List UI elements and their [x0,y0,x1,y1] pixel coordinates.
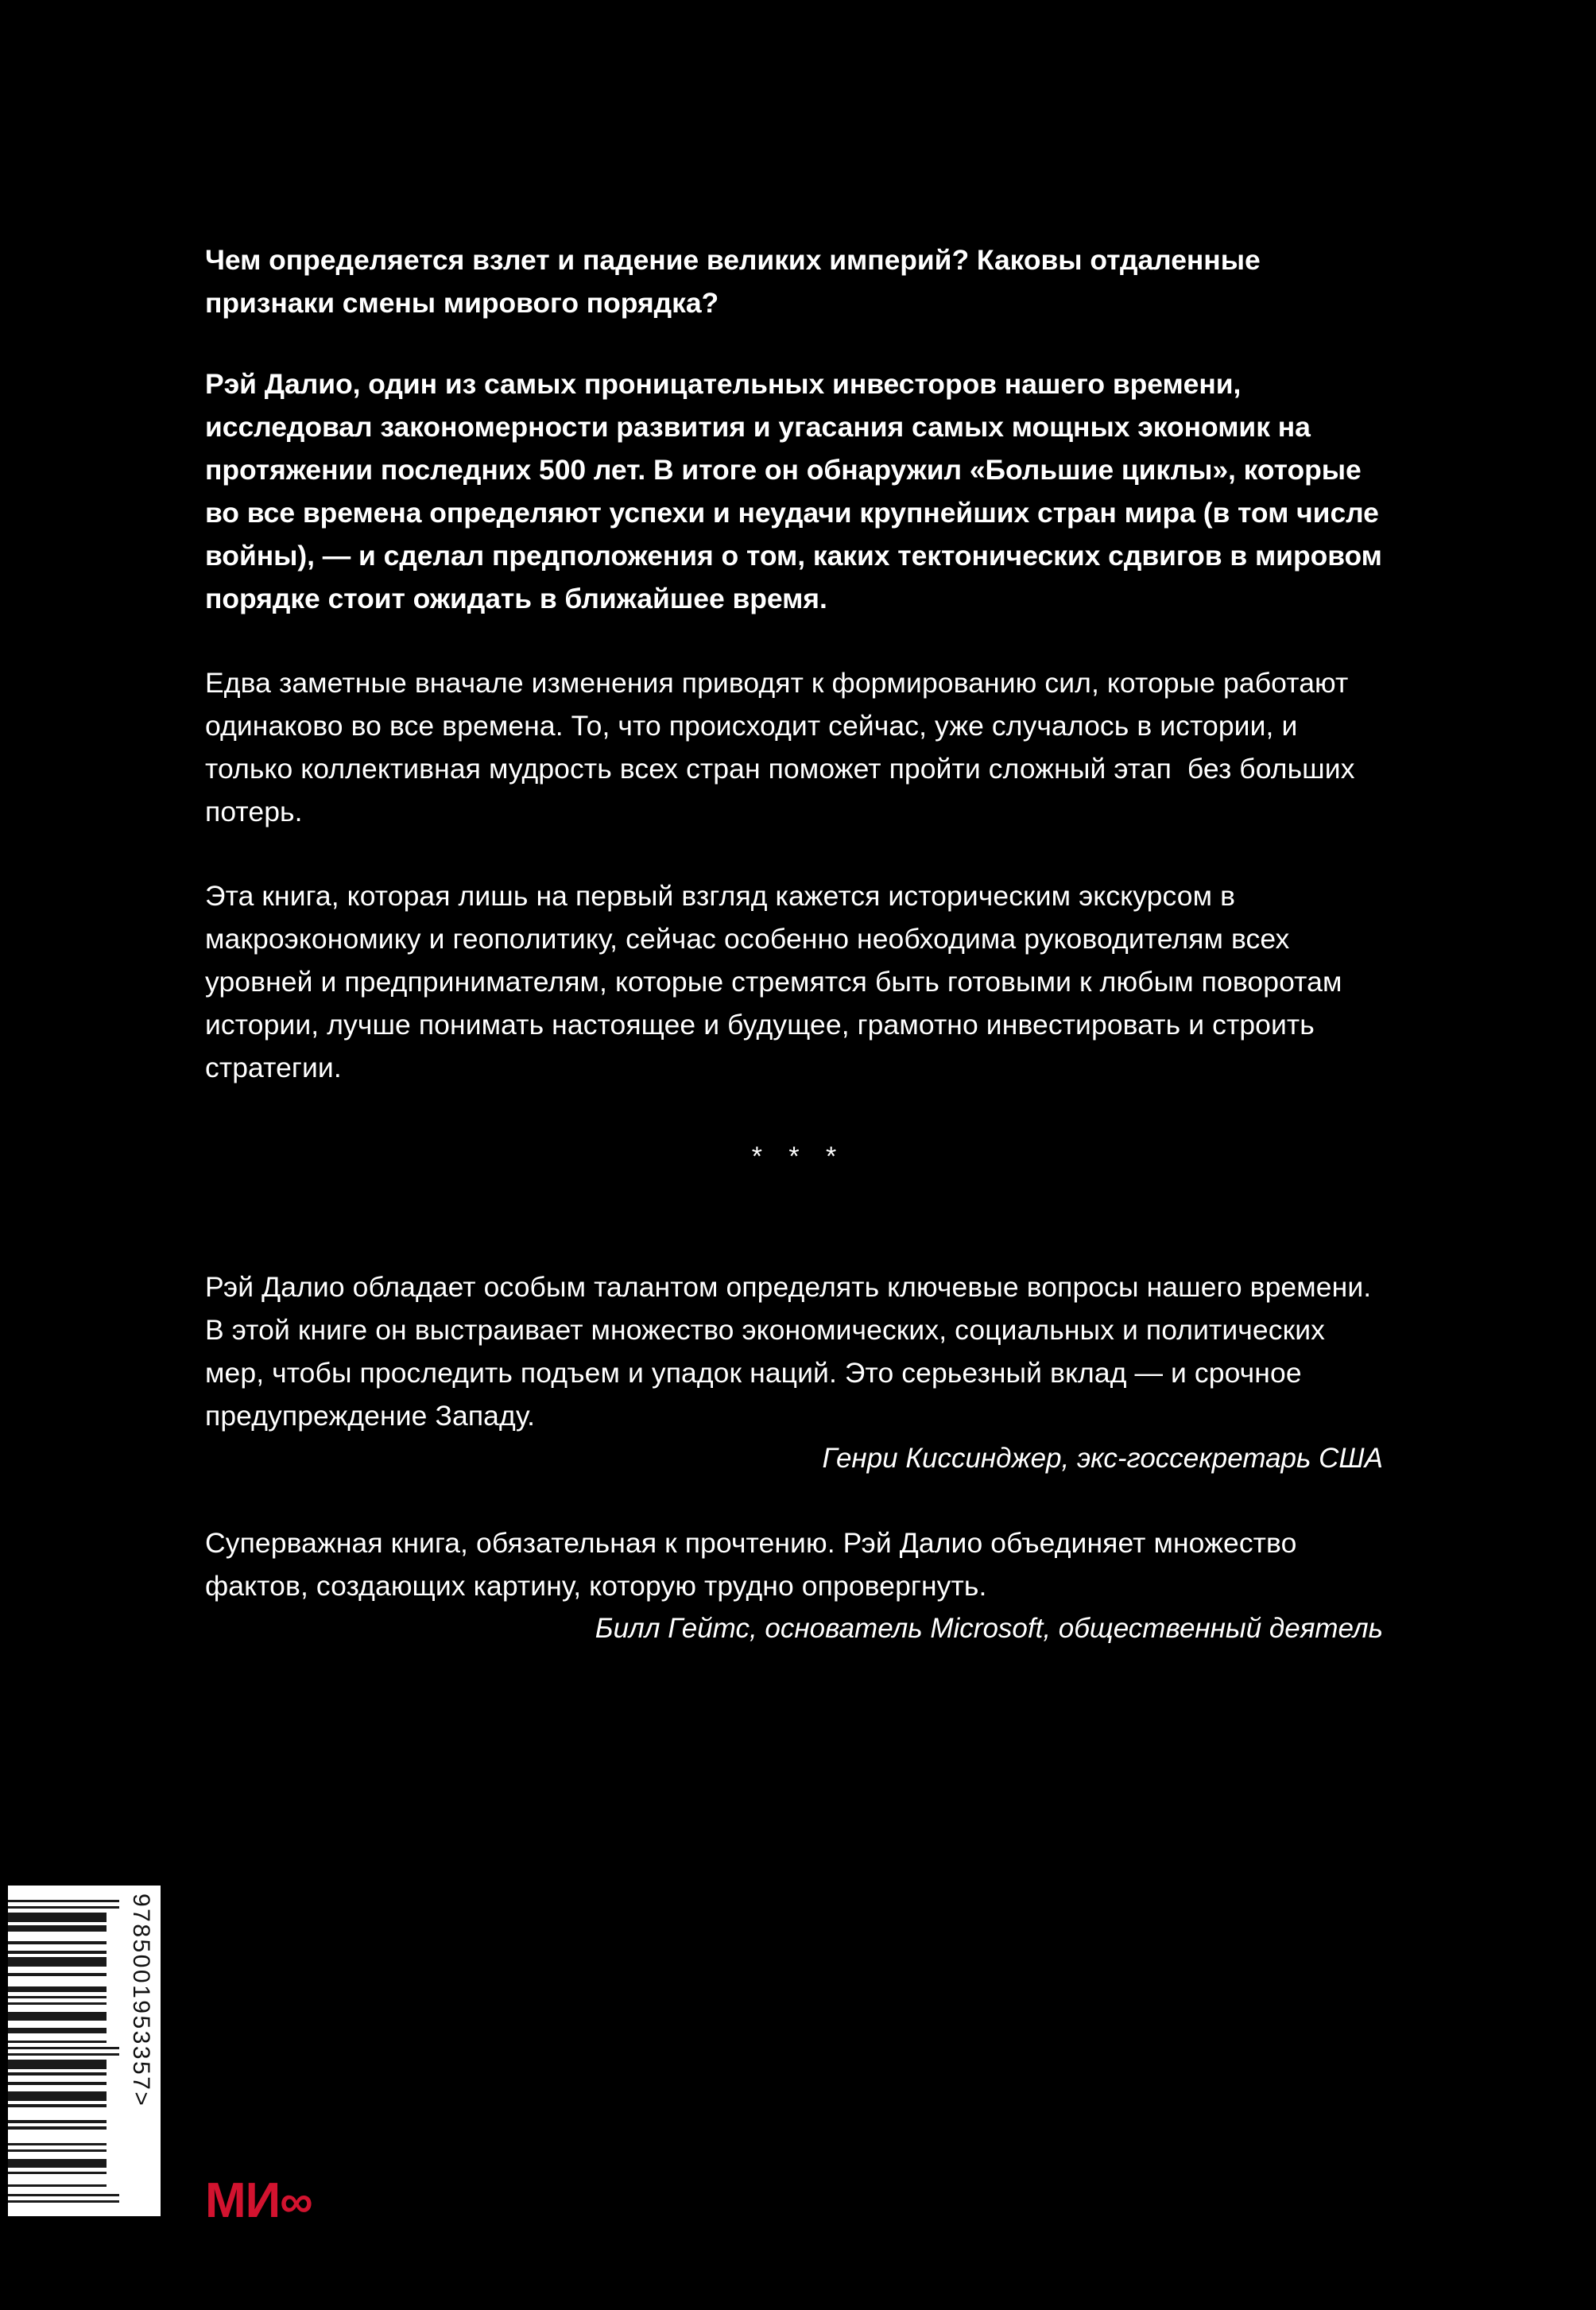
barcode-bar [8,1941,107,1944]
mif-logo-infinity: ∞ [280,2176,313,2227]
blurb-content [205,238,1390,1650]
barcode-number: 9785001953357> [128,1893,154,2108]
barcode-bar [8,1986,107,1992]
barcode-bar [8,2159,107,2168]
paragraph-gap [205,620,1383,661]
barcode-bars [8,1900,126,2203]
barcode-bar [8,1957,107,1966]
barcode-bar [8,1900,119,1902]
barcode-bar [8,2060,107,2068]
barcode-bar [8,2053,119,2056]
barcode-bar [8,2184,107,2187]
barcode-bar [8,2126,107,2129]
mif-logo-icon [205,2173,313,2228]
barcode-bar [8,2082,107,2084]
blurb-highlight-paragraph: Рэй Далио, один из самых проницательных инвесторов нашего времени, исследовал закономерности развития и угасания самых мощных экономик на протяжении последних 500 лет. В итоге он обнаружил «Большие циклы», которые во все времена определяют успехи и неудачи крупнейших стран мира (в том числе войны), — и сделал предположения о том, каких тектонических сдвигов в мировом порядке стоит ожидать в ближайшее время. [205,368,1390,614]
barcode-bar [8,2072,107,2075]
barcode-bar [8,2194,119,2196]
endorsement-attribution-kissinger: Генри Киссинджер, экс-госсекретарь США [822,1443,1383,1474]
barcode-bar [8,2104,107,2107]
divider-gap-top [205,1089,1383,1135]
barcode-bar [8,2002,107,2005]
barcode-bar [8,2012,107,2021]
barcode-bar [8,2091,107,2100]
barcode-bar [8,2149,107,2152]
barcode-bar [8,2028,107,2033]
barcode-icon [8,1886,161,2216]
barcode-bar [8,2172,107,2174]
barcode-bar [8,2200,119,2203]
divider-gap-bottom [205,1178,1383,1265]
endorsement-attribution-gates: Билл Гейтс, основатель Microsoft, общественный деятель [595,1613,1383,1644]
paragraph-gap [205,324,1383,362]
barcode-bar [8,2143,107,2145]
asterisk-divider: * * * [751,1141,846,1172]
barcode-graphic [8,1886,161,2216]
paragraph-gap [205,833,1383,874]
barcode-bar [8,2120,107,2122]
endorsement-quote-gates: Суперважная книга, обязательная к прочтению. Рэй Далио объединяет множество фактов, создающих картину, которую трудно опровергнуть. [205,1527,1305,1602]
blurb-body-paragraph-2: Эта книга, которая лишь на первый взгляд кажется историческим экскурсом в макроэкономику и геополитику, сейчас особенно необходима руководителям всех уровней и предпринимателям, которые стремятся быть готовыми к любым поворотам истории, лучше понимать настоящее и будущее, грамотно инвестировать и строить стратегии. [205,880,1350,1083]
blurb-intro-paragraph: Чем определяется взлет и падение великих империй? Каковы отдаленные признаки смены мирового порядка? [205,244,1269,319]
paragraph-gap [205,1480,1383,1521]
barcode-bar [8,1913,107,1921]
barcode-bar [8,1906,119,1909]
barcode-bar [8,1925,107,1931]
barcode-bar [8,2047,119,2049]
barcode-bar [8,1996,107,1998]
endorsement-quote-kissinger: Рэй Далио обладает особым талантом определять ключевые вопросы нашего времени. В этой книге он выстраивает множество экономических, социальных и политических мер, чтобы проследить подъем и упадок наций. Это серьезный вклад — и срочное предупреждение Западу. [205,1271,1380,1432]
blurb-body-paragraph-1: Едва заметные вначале изменения приводят к формированию сил, которые работают одинаково во все времена. То, что происходит сейчас, уже случалось в истории, и только коллективная мудрость всех стран поможет пройти сложный этап без больших потерь. [205,667,1363,827]
mif-logo-prefix: МИ [205,2173,281,2228]
barcode-bar [8,1951,107,1953]
barcode-bar [8,2041,107,2043]
barcode-bar [8,1973,107,1975]
